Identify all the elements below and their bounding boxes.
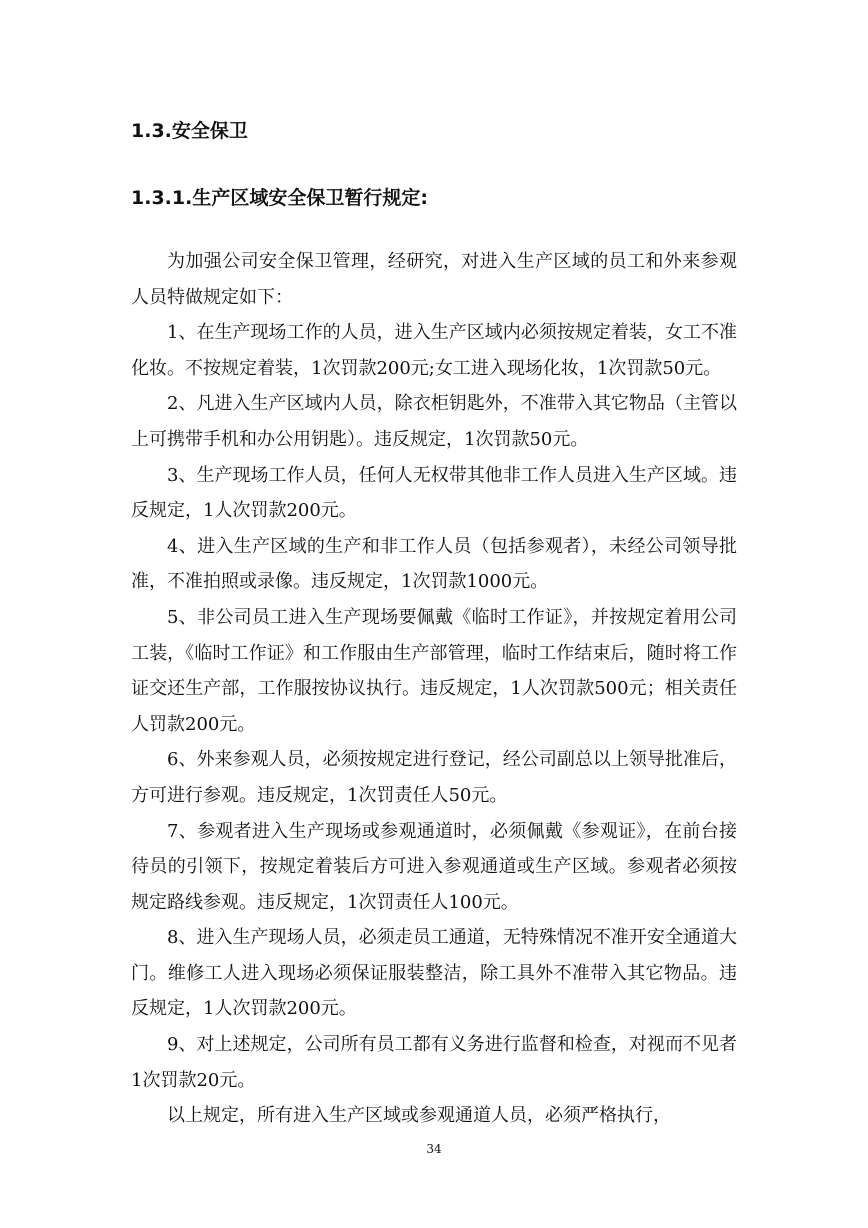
paragraph-intro: 为加强公司安全保卫管理，经研究，对进入生产区域的员工和外来参观人员特做规定如下： — [131, 251, 737, 308]
subsection-heading: 1.3.1.生产区域安全保卫暂行规定: — [131, 187, 428, 209]
body-text — [131, 244, 737, 1134]
paragraph-rule-1: 1、在生产现场工作的人员，进入生产区域内必须按规定着装，女工不准化妆。不按规定着装，1次罚款200元;女工进入现场化妆，1次罚款50元。 — [131, 322, 737, 379]
paragraph-rule-8: 8、进入生产现场人员，必须走员工通道，无特殊情况不准开安全通道大门。维修工人进入现场必须保证服装整洁，除工具外不准带入其它物品。违反规定，1人次罚款200元。 — [131, 927, 737, 1020]
paragraph-rule-3: 3、生产现场工作人员，任何人无权带其他非工作人员进入生产区域。违反规定，1人次罚款200元。 — [131, 464, 737, 522]
paragraph-rule-6: 6、外来参观人员，必须按规定进行登记，经公司副总以上领导批准后，方可进行参观。违反规定，1次罚责任人50元。 — [131, 749, 737, 806]
paragraph-rule-2: 2、凡进入生产区域内人员，除衣柜钥匙外，不准带入其它物品（主管以上可携带手机和办公用钥匙）。违反规定，1次罚款50元。 — [131, 393, 737, 450]
paragraph-rule-9: 9、对上述规定，公司所有员工都有义务进行监督和检查，对视而不见者1次罚款20元。 — [131, 1034, 737, 1091]
paragraph-rule-4: 4、进入生产区域的生产和非工作人员（包括参观者），未经公司领导批准，不准拍照或录像。违反规定，1次罚款1000元。 — [131, 535, 737, 593]
paragraph-closing: 以上规定，所有进入生产区域或参观通道人员，必须严格执行， — [167, 1105, 671, 1127]
section-heading: 1.3.安全保卫 — [131, 120, 248, 142]
page-number: 34 — [426, 1142, 442, 1156]
paragraph-rule-7: 7、参观者进入生产现场或参观通道时，必须佩戴《参观证》，在前台接待员的引领下，按规定着装后方可进入参观通道或生产区域。参观者必须按规定路线参观。违反规定，1次罚责任人100元。 — [131, 820, 737, 913]
paragraph-rule-5: 5、非公司员工进入生产现场要佩戴《临时工作证》，并按规定着用公司工装，《临时工作证》和工作服由生产部管理，临时工作结束后，随时将工作证交还生产部，工作服按协议执行。违反规定，1人次罚款500元；相关责任人罚款200元。 — [131, 606, 737, 735]
